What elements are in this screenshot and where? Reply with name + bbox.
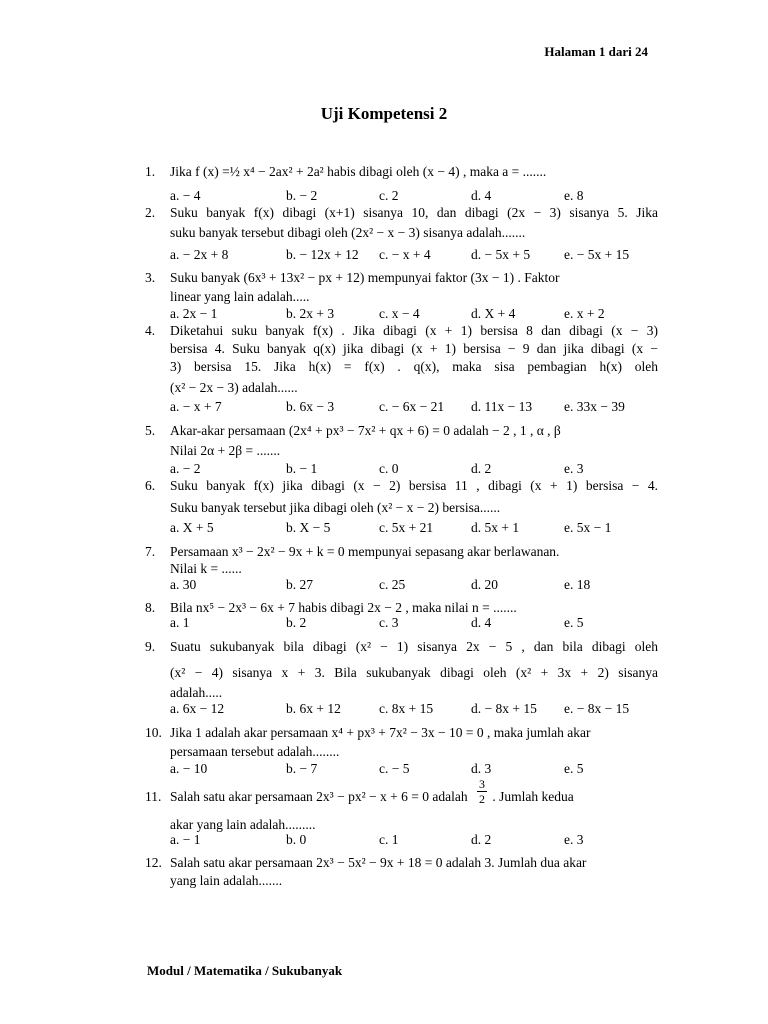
option-d: d. X + 4: [471, 306, 516, 321]
question-text: linear yang lain adalah.....: [170, 289, 310, 304]
question-text-start: Salah satu akar persamaan 2x³ − px² − x + 6 = 0 adalah: [170, 789, 468, 804]
option-c: c. 3: [379, 615, 399, 630]
option-d: d. 3: [471, 761, 492, 776]
options-row: [170, 247, 660, 263]
question-number: 3.: [145, 270, 156, 285]
option-a: a. 1: [170, 615, 190, 630]
question-text: Nilai k = ......: [170, 561, 242, 576]
options-row: [170, 188, 660, 204]
question-number: 4.: [145, 323, 156, 338]
options-row: [170, 577, 660, 593]
options-row: [170, 761, 660, 777]
question-text: Salah satu akar persamaan 2x³ − 5x² − 9x + 18 = 0 adalah 3. Jumlah dua akar: [170, 855, 587, 870]
option-b: b. X − 5: [286, 520, 331, 535]
question-text-end: . Jumlah kedua: [492, 789, 574, 804]
option-a: a. − 2x + 8: [170, 247, 229, 262]
question-text: suku banyak tersebut dibagi oleh (2x² − x − 3) sisanya adalah.......: [170, 225, 526, 240]
option-e: e. 5: [564, 615, 584, 630]
option-e: e. 3: [564, 832, 584, 847]
option-a: a. − 4: [170, 188, 201, 203]
option-b: b. 2: [286, 615, 307, 630]
question-number: 1.: [145, 164, 156, 179]
question-text: (x² − 4) sisanya x + 3. Bila sukubanyak dibagi oleh (x² + 3x + 2) sisanya: [170, 665, 658, 680]
options-row: [170, 615, 660, 631]
options-row: [170, 520, 660, 536]
question-text: [170, 777, 658, 807]
option-c: c. − 6x − 21: [379, 399, 445, 414]
question-text: Suatu sukubanyak bila dibagi (x² − 1) sisanya 2x − 5 , dan bila dibagi oleh: [170, 639, 658, 654]
option-c: c. x − 4: [379, 306, 420, 321]
option-e: e. − 8x − 15: [564, 701, 630, 716]
option-b: b. − 7: [286, 761, 318, 776]
option-d: d. 11x − 13: [471, 399, 533, 414]
option-b: b. 6x + 12: [286, 701, 341, 716]
option-d: d. 2: [471, 832, 492, 847]
fraction-denominator: 2: [478, 792, 485, 807]
option-e: e. − 5x + 15: [564, 247, 630, 262]
question-text: Jika 1 adalah akar persamaan x⁴ + px³ + 7x² − 3x − 10 = 0 , maka jumlah akar: [170, 725, 591, 740]
option-a: a. 2x − 1: [170, 306, 218, 321]
option-d: d. − 8x + 15: [471, 701, 537, 716]
option-d: d. 4: [471, 188, 492, 203]
question-number: 5.: [145, 423, 156, 438]
option-c: c. 2: [379, 188, 399, 203]
question-text: Suku banyak tersebut jika dibagi oleh (x² − x − 2) bersisa......: [170, 500, 501, 515]
question-number: 12.: [145, 855, 162, 870]
option-b: b. − 1: [286, 461, 318, 476]
question-number: 2.: [145, 205, 156, 220]
option-e: e. 33x − 39: [564, 399, 625, 414]
option-a: a. 6x − 12: [170, 701, 225, 716]
option-a: a. − x + 7: [170, 399, 222, 414]
option-b: b. 6x − 3: [286, 399, 335, 414]
option-e: e. 5: [564, 761, 584, 776]
options-row: [170, 461, 660, 477]
option-b: b. − 2: [286, 188, 318, 203]
question-number: 9.: [145, 639, 156, 654]
options-row: [170, 306, 660, 322]
question-text: (x² − 2x − 3) adalah......: [170, 380, 298, 395]
question-text: Jika f (x) =½ x⁴ − 2ax² + 2a² habis dibagi oleh (x − 4) , maka a = .......: [170, 164, 547, 179]
question-text: Suku banyak f(x) dibagi (x+1) sisanya 10, dan dibagi (2x − 3) sisanya 5. Jika: [170, 205, 658, 220]
option-d: d. 5x + 1: [471, 520, 520, 535]
option-e: e. 3: [564, 461, 584, 476]
option-e: e. 5x − 1: [564, 520, 612, 535]
option-a: a. − 1: [170, 832, 201, 847]
option-d: d. 20: [471, 577, 498, 592]
option-c: c. 25: [379, 577, 406, 592]
question-number: 6.: [145, 478, 156, 493]
question-text: yang lain adalah.......: [170, 873, 283, 888]
option-d: d. 2: [471, 461, 492, 476]
options-row: [170, 701, 660, 717]
question-number: 7.: [145, 544, 156, 559]
option-e: e. 18: [564, 577, 591, 592]
options-row: [170, 399, 660, 415]
option-a: a. − 2: [170, 461, 201, 476]
question-text: akar yang lain adalah.........: [170, 817, 316, 832]
option-c: c. 8x + 15: [379, 701, 434, 716]
question-text: Diketahui suku banyak f(x) . Jika dibagi (x + 1) bersisa 8 dan dibagi (x − 3): [170, 323, 658, 338]
question-text: Persamaan x³ − 2x² − 9x + k = 0 mempunyai sepasang akar berlawanan.: [170, 544, 560, 559]
option-b: b. − 12x + 12: [286, 247, 359, 262]
option-d: d. − 5x + 5: [471, 247, 531, 262]
option-a: a. − 10: [170, 761, 208, 776]
footer: Modul / Matematika / Sukubanyak: [147, 963, 343, 978]
page-number: Halaman 1 dari 24: [544, 44, 648, 59]
question-number: 8.: [145, 600, 156, 615]
option-d: d. 4: [471, 615, 492, 630]
option-c: c. 5x + 21: [379, 520, 434, 535]
option-a: a. 30: [170, 577, 197, 592]
option-b: b. 2x + 3: [286, 306, 335, 321]
option-e: e. x + 2: [564, 306, 605, 321]
question-text: Nilai 2α + 2β = .......: [170, 443, 281, 458]
option-b: b. 27: [286, 577, 313, 592]
option-a: a. X + 5: [170, 520, 214, 535]
question-number: 10.: [145, 725, 162, 740]
question-text: 3) bersisa 15. Jika h(x) = f(x) . q(x), maka sisa pembagian h(x) oleh: [170, 359, 658, 374]
question-text: Suku banyak f(x) jika dibagi (x − 2) bersisa 11 , dibagi (x + 1) bersisa − 4.: [170, 478, 658, 493]
question-text: Suku banyak (6x³ + 13x² − px + 12) mempunyai faktor (3x − 1) . Faktor: [170, 270, 560, 285]
question-text: Akar-akar persamaan (2x⁴ + px³ − 7x² + qx + 6) = 0 adalah − 2 , 1 , α , β: [170, 423, 561, 438]
option-c: c. 0: [379, 461, 399, 476]
fraction-numerator: 3: [478, 777, 485, 792]
question-number: 11.: [145, 789, 162, 804]
question-text: adalah.....: [170, 685, 223, 700]
option-c: c. − x + 4: [379, 247, 431, 262]
fraction: [477, 777, 487, 806]
question-text: Bila nx⁵ − 2x³ − 6x + 7 habis dibagi 2x − 2 , maka nilai n = .......: [170, 600, 517, 615]
option-e: e. 8: [564, 188, 584, 203]
question-text: persamaan tersebut adalah........: [170, 744, 340, 759]
page-title: Uji Kompetensi 2: [320, 104, 448, 123]
option-c: c. − 5: [379, 761, 410, 776]
options-row: [170, 832, 660, 848]
option-c: c. 1: [379, 832, 399, 847]
question-text: bersisa 4. Suku banyak q(x) jika dibagi (x + 1) bersisa − 9 dan jika dibagi (x −: [170, 341, 658, 356]
option-b: b. 0: [286, 832, 307, 847]
